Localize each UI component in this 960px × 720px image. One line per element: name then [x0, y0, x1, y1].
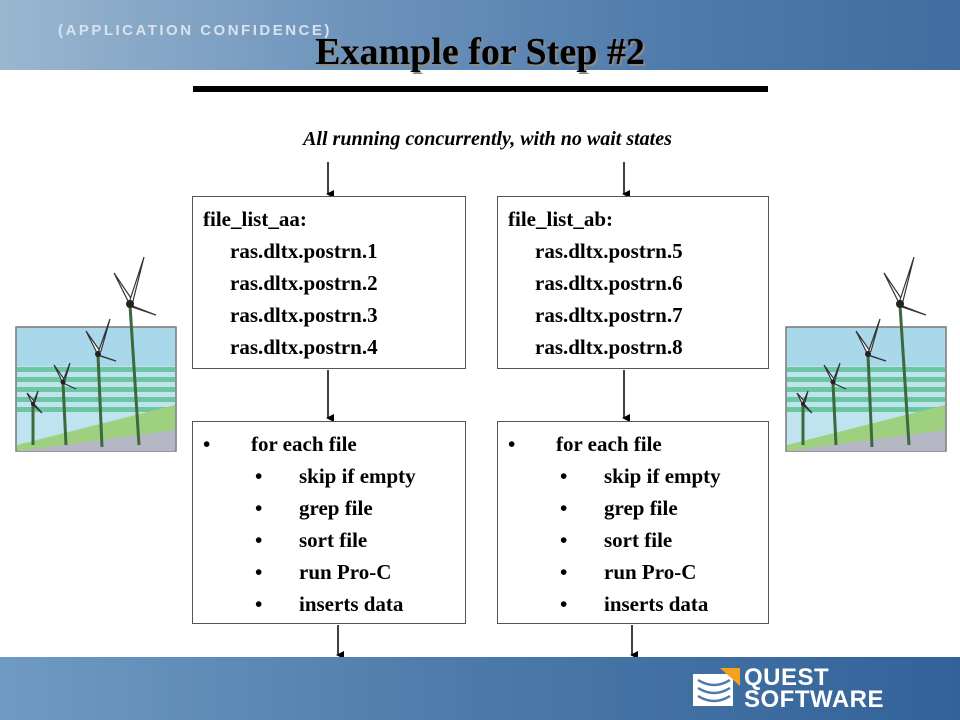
file-entry: ras.dltx.postrn.1 — [230, 239, 378, 263]
bullet: • — [255, 592, 263, 616]
bullet: • — [560, 528, 568, 552]
bullet: • — [255, 496, 263, 520]
slide-title: Example for Step #2 — [315, 31, 645, 73]
file-entry: ras.dltx.postrn.6 — [535, 271, 683, 295]
step-main: for each file — [251, 432, 357, 456]
bullet: • — [560, 560, 568, 584]
step-sub: sort file — [299, 528, 368, 552]
step-sub: run Pro-C — [299, 560, 392, 584]
step-main: for each file — [556, 432, 662, 456]
bullet: • — [203, 432, 211, 456]
bullet: • — [560, 496, 568, 520]
bullet: • — [560, 592, 568, 616]
file-list-name: file_list_aa: — [203, 207, 307, 231]
wind-turbine-clipart-left — [14, 255, 178, 455]
step-sub: skip if empty — [604, 464, 721, 488]
slide-subtitle: All running concurrently, with no wait states — [303, 128, 672, 150]
step-sub: sort file — [604, 528, 673, 552]
file-entry: ras.dltx.postrn.4 — [230, 335, 378, 359]
file-entry: ras.dltx.postrn.7 — [535, 303, 683, 327]
step-sub: inserts data — [604, 592, 709, 616]
logo-wordmark-quest: QUEST — [744, 664, 830, 691]
file-list-box-ab — [497, 196, 769, 369]
file-entry: ras.dltx.postrn.2 — [230, 271, 378, 295]
step-sub: grep file — [604, 496, 678, 520]
wind-turbine-clipart-right — [784, 255, 948, 455]
file-list-box-aa — [192, 196, 466, 369]
step-sub: run Pro-C — [604, 560, 697, 584]
logo-wordmark-software: SOFTWARE — [744, 686, 884, 713]
file-entry: ras.dltx.postrn.3 — [230, 303, 378, 327]
file-list-name: file_list_ab: — [508, 207, 613, 231]
file-entry: ras.dltx.postrn.5 — [535, 239, 683, 263]
bullet: • — [255, 560, 263, 584]
step-sub: skip if empty — [299, 464, 416, 488]
bullet: • — [560, 464, 568, 488]
step-sub: inserts data — [299, 592, 404, 616]
quest-logo-icon — [690, 666, 742, 710]
steps-box-right — [497, 421, 769, 624]
bullet: • — [255, 464, 263, 488]
steps-box-left — [192, 421, 466, 624]
tagline: (APPLICATION CONFIDENCE) — [58, 22, 332, 39]
step-sub: grep file — [299, 496, 373, 520]
bullet: • — [508, 432, 516, 456]
file-entry: ras.dltx.postrn.8 — [535, 335, 683, 359]
bullet: • — [255, 528, 263, 552]
